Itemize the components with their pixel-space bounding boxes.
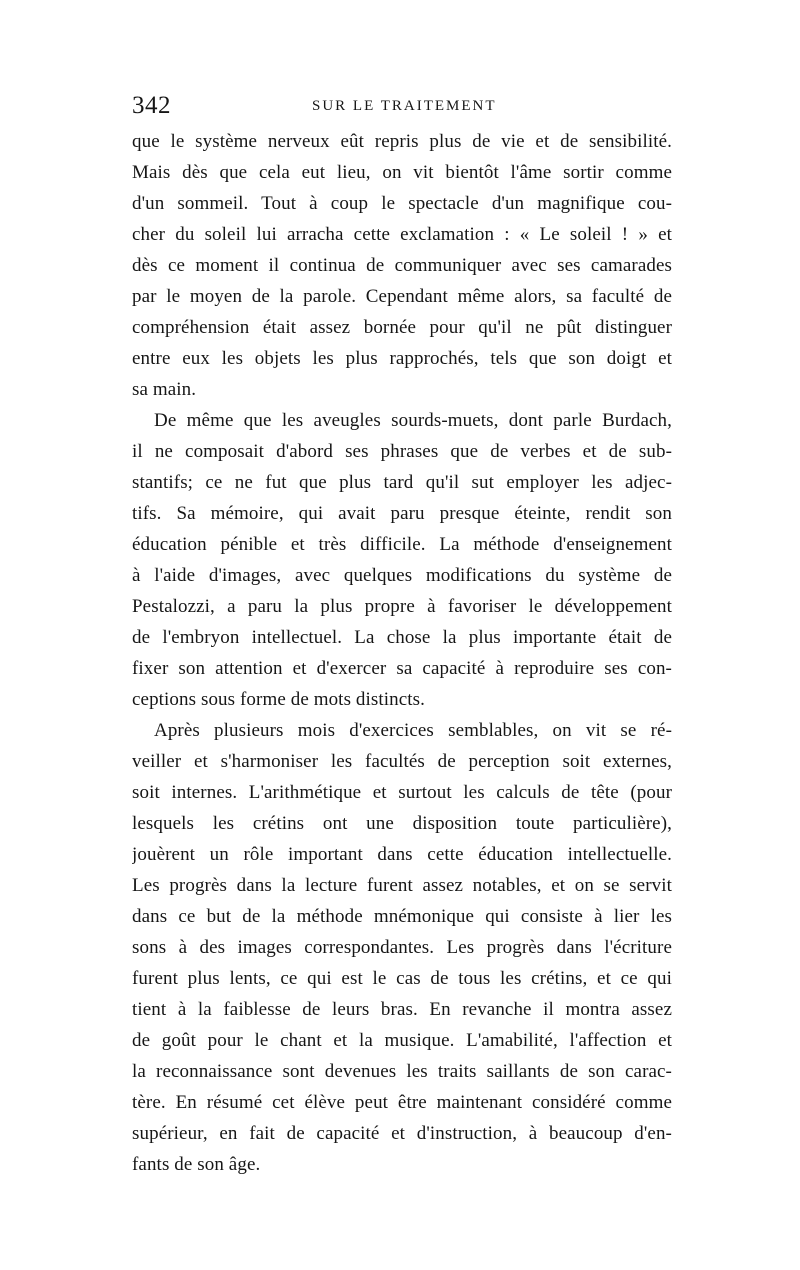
text-line: veiller et s'harmoniser les facultés de perception soit externes, (132, 751, 672, 772)
text-line: sa main. (132, 379, 197, 400)
text-line: entre eux les objets les plus rapprochés, tels que son doigt et (132, 348, 672, 369)
text-line: Les progrès dans la lecture furent assez notables, et on se servit (132, 875, 672, 896)
text-line: éducation pénible et très difficile. La méthode d'enseignement (132, 534, 672, 555)
text-line: dès ce moment il continua de communiquer avec ses camarades (132, 255, 672, 276)
text-line: de l'embryon intellectuel. La chose la plus importante était de (132, 627, 672, 648)
text-line: la reconnaissance sont devenues les traits saillants de son carac- (132, 1061, 672, 1082)
text-line: à l'aide d'images, avec quelques modifications du système de (132, 565, 672, 586)
body-text (132, 126, 672, 1180)
text-line: supérieur, en fait de capacité et d'instruction, à beaucoup d'en- (132, 1123, 672, 1144)
text-line: d'un sommeil. Tout à coup le spectacle d'un magnifique cou- (132, 193, 672, 214)
text-line: soit internes. L'arithmétique et surtout les calculs de tête (pour (132, 782, 672, 803)
text-line: De même que les aveugles sourds-muets, dont parle Burdach, (154, 410, 672, 431)
text-line: tifs. Sa mémoire, qui avait paru presque éteinte, rendit son (132, 503, 672, 524)
text-line: dans ce but de la méthode mnémonique qui consiste à lier les (132, 906, 672, 927)
text-line: cher du soleil lui arracha cette exclamation : « Le soleil ! » et (132, 224, 672, 245)
text-line: jouèrent un rôle important dans cette éducation intellectuelle. (132, 844, 672, 865)
text-line: compréhension était assez bornée pour qu'il ne pût distinguer (132, 317, 672, 338)
page-header (132, 92, 672, 120)
text-line: Après plusieurs mois d'exercices semblables, on vit se ré- (154, 720, 672, 741)
text-line: de goût pour le chant et la musique. L'amabilité, l'affection et (132, 1030, 672, 1051)
text-line: il ne composait d'abord ses phrases que de verbes et de sub- (132, 441, 672, 462)
text-line: Pestalozzi, a paru la plus propre à favoriser le développement (132, 596, 672, 617)
text-line: sons à des images correspondantes. Les progrès dans l'écriture (132, 937, 672, 958)
text-line: Mais dès que cela eut lieu, on vit bientôt l'âme sortir comme (132, 162, 672, 183)
text-line: tère. En résumé cet élève peut être maintenant considéré comme (132, 1092, 672, 1113)
text-line: par le moyen de la parole. Cependant même alors, sa faculté de (132, 286, 672, 307)
text-line: tient à la faiblesse de leurs bras. En revanche il montra assez (132, 999, 672, 1020)
text-line: furent plus lents, ce qui est le cas de tous les crétins, et ce qui (132, 968, 672, 989)
text-line: fants de son âge. (132, 1154, 261, 1175)
running-head: SUR LE TRAITEMENT (312, 98, 497, 114)
text-line: lesquels les crétins ont une disposition toute particulière), (132, 813, 672, 834)
text-line: stantifs; ce ne fut que plus tard qu'il sut employer les adjec- (132, 472, 672, 493)
text-line: fixer son attention et d'exercer sa capacité à reproduire ses con- (132, 658, 672, 679)
text-line: ceptions sous forme de mots distincts. (132, 689, 425, 710)
text-line: que le système nerveux eût repris plus de vie et de sensibilité. (132, 131, 672, 152)
page-number: 342 (132, 92, 171, 119)
